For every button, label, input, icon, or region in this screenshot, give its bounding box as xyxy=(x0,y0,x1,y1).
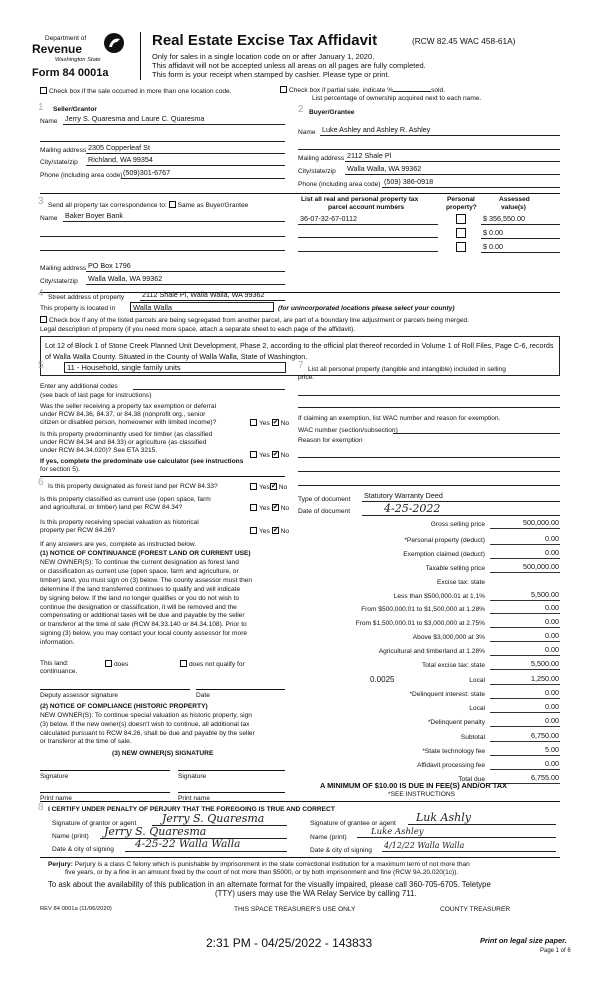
corr-mail-label: Mailing address xyxy=(40,265,87,272)
page-number: Page 1 of 6 xyxy=(540,948,571,954)
q2-no-label: No xyxy=(280,452,290,459)
revision-label: REV 84 0001a (11/06/2020) xyxy=(40,906,112,912)
street-label: Street address of property xyxy=(48,294,125,301)
corr-name-field[interactable]: Baker Boyer Bank xyxy=(63,212,285,222)
compliance-line: calculated pursuant to RCW 84.26, shall be due and payable by the seller xyxy=(40,729,255,737)
forest-no-checkbox[interactable] xyxy=(270,483,277,490)
tax-row-label: Local xyxy=(469,705,485,712)
continuance-line: information. xyxy=(40,639,75,647)
notice-1: Only for sales in a single location code on or after January 1, 2020. xyxy=(152,52,375,61)
tax-row-label: Excise tax: state xyxy=(436,579,485,586)
state-label: Washington State xyxy=(55,57,101,63)
wac-field[interactable] xyxy=(393,426,560,434)
located-label: This property is located in xyxy=(40,305,116,312)
grantor-date-city[interactable]: 4-25-22 Walla Walla xyxy=(125,838,287,852)
buyer-heading: Buyer/Grantee xyxy=(309,109,355,116)
treasurer-use-label: THIS SPACE TREASURER'S USE ONLY xyxy=(234,906,356,913)
dept-label: Department of xyxy=(45,35,87,42)
does-label: does xyxy=(114,661,129,668)
doc-type-field[interactable]: Statutory Warranty Deed xyxy=(362,492,560,502)
multi-location-label: Check box if the sale occurred in more than one location code. xyxy=(49,88,232,95)
buyer-extra-line[interactable] xyxy=(298,141,560,150)
q2-line-4: If yes, complete the predominate use calculator (see instructions xyxy=(40,458,244,465)
section-1-number: 1 xyxy=(38,102,44,113)
additional-codes-label: Enter any additional codes xyxy=(40,383,118,390)
buyer-city-label: City/state/zip xyxy=(298,168,336,175)
notice-2: This affidavit will not be accepted unless all areas on all pages are fully completed. xyxy=(152,61,426,70)
tax-row-value[interactable]: 5.00 xyxy=(490,746,560,756)
cashier-stamp: 2:31 PM - 04/25/2022 - 143833 xyxy=(206,936,373,950)
q1-line-3: citizen or disabled person, homeowner with limited income)? xyxy=(40,419,217,426)
grantee-name[interactable]: Luke Ashley xyxy=(357,827,556,838)
buyer-mail-field[interactable]: 2112 Shale Pl xyxy=(345,152,560,162)
tax-row-label: Exemption claimed (deduct) xyxy=(403,551,485,558)
certify-statement: I CERTIFY UNDER PENALTY OF PERJURY THAT THE FOREGOING IS TRUE AND CORRECT xyxy=(48,806,335,813)
compliance-line: or transferor at the time of sale. xyxy=(40,738,132,746)
q2-yes-checkbox[interactable] xyxy=(250,451,257,458)
doc-date-label: Date of document xyxy=(298,508,351,515)
grantor-name-label: Name (print) xyxy=(52,833,89,840)
grantee-date-label: Date & city of signing xyxy=(310,847,372,854)
owner-sig-label-1: Signature xyxy=(40,773,69,780)
assessed-header: Assessed xyxy=(499,196,530,203)
legal-desc-label: Legal description of property (if you need more space, attach a separate sheet to each page of the affidavit). xyxy=(40,326,356,333)
perjury-bold: Perjury: xyxy=(48,861,73,868)
historic-q-2: property per RCW 84.26? xyxy=(40,527,116,534)
parcel-header: List all real and personal property tax xyxy=(301,196,419,203)
section-3-number: 3 xyxy=(38,196,44,207)
grantee-signature[interactable]: Luk Ashly xyxy=(408,811,556,825)
revenue-logo-text: Revenue xyxy=(32,42,83,56)
corr-name-label: Name xyxy=(40,215,58,222)
tax-row-value[interactable]: 6,755.00 xyxy=(490,774,560,784)
continuance-text xyxy=(40,559,252,648)
tax-row-label: Taxable selling price xyxy=(425,565,485,572)
assessed-value-1[interactable]: $ 356,550.00 xyxy=(481,215,560,225)
multi-location-checkbox[interactable] xyxy=(40,87,47,94)
corr-extra-line-2[interactable] xyxy=(40,242,285,251)
personal-header: Personal xyxy=(447,196,475,203)
continuance-word: continuance. xyxy=(40,668,78,675)
tax-row-label: Above $3,000,000 at 3% xyxy=(412,634,485,641)
compliance-title: (2) NOTICE OF COMPLIANCE (HISTORIC PROPERTY) xyxy=(40,703,208,710)
continuance-line: or transferor at the time of sale (RCW 84.33.140 or 84.34.108). Prior to xyxy=(40,621,247,629)
q1-yes-checkbox[interactable] xyxy=(250,419,257,426)
same-as-buyer-label: Same as Buyer/Grantee xyxy=(177,202,249,209)
tax-row-label: *Delinquent penalty xyxy=(427,719,485,726)
tax-row-value[interactable]: 500,000.00 xyxy=(490,563,560,573)
parcel-number-2[interactable] xyxy=(298,229,438,238)
dor-logo-icon xyxy=(103,32,125,57)
seller-city-label: City/state/zip xyxy=(40,159,78,166)
q2-yes-label: Yes xyxy=(259,452,270,459)
assessed-value-3[interactable]: $ 0.00 xyxy=(481,243,560,253)
q1-line-1: Was the seller receiving a property tax exemption or deferral xyxy=(40,403,217,410)
correspondence-label: Send all property tax correspondence to: xyxy=(48,202,167,209)
legal-paper-note: Print on legal size paper. xyxy=(480,936,567,945)
tax-row-value[interactable]: 0.00 xyxy=(490,535,560,545)
current-use-no-checkbox[interactable] xyxy=(272,504,279,511)
see-instructions: *SEE INSTRUCTIONS xyxy=(388,791,456,798)
tax-row-value[interactable]: 6,750.00 xyxy=(490,732,560,742)
buyer-mail-label: Mailing address xyxy=(298,155,345,162)
forest-yes-checkbox[interactable] xyxy=(250,483,257,490)
personal-checkbox-2[interactable] xyxy=(456,228,466,238)
continuance-line: NEW OWNER(S): To continue the current designation as forest land xyxy=(40,559,239,566)
continuance-title: (1) NOTICE OF CONTINUANCE (FOREST LAND OR CURRENT USE) xyxy=(40,550,251,557)
q2-line-5: for section 5). xyxy=(40,466,80,473)
location-select[interactable]: Walla Walla xyxy=(130,302,274,312)
compliance-line: NEW OWNER(S): To continue special valuation as historic property, sign xyxy=(40,712,252,719)
local-rate: 0.0025 xyxy=(370,675,395,684)
reason-line-2[interactable] xyxy=(298,464,560,472)
q1-no-label: No xyxy=(280,420,290,427)
owner-print-label-1: Print name xyxy=(40,795,72,802)
continuance-line: continue the designation or classification, it will be removed and the xyxy=(40,603,237,611)
parcel-number-3[interactable] xyxy=(298,243,438,252)
new-owner-sig-title: (3) NEW OWNER(S) SIGNATURE xyxy=(112,750,214,757)
personal-header-2: property? xyxy=(446,204,477,211)
tax-row-label: From $1,500,000.01 to $3,000,000 at 2.75% xyxy=(355,620,485,627)
forest-question: Is this property designated as forest land per RCW 84.33? xyxy=(48,483,218,490)
personal-property-label-2: price. xyxy=(298,374,315,381)
buyer-phone-label: Phone (including area code) xyxy=(298,181,381,188)
partial-sale-suffix: sold. xyxy=(431,87,446,94)
tax-row-value[interactable]: 0.00 xyxy=(490,689,560,699)
seller-heading: Seller/Grantor xyxy=(53,106,97,113)
this-land-label: This land: xyxy=(40,660,69,667)
assessed-header-2: value(s) xyxy=(501,204,526,211)
q2-line-1: Is this property predominantly used for timber (as classified xyxy=(40,431,213,438)
form-number: Form 84 0001a xyxy=(32,67,109,79)
located-note: (for unincorporated locations please select your county) xyxy=(278,305,455,312)
q1-no-checkbox[interactable] xyxy=(272,419,279,426)
owner-sig-label-2: Signature xyxy=(178,773,207,780)
segregated-label: Check box if any of the listed parcels are being segregated from another parcel, are part of a boundary line adjustment or parcels being merged. xyxy=(49,317,470,324)
seller-mail-field[interactable]: 2305 Copperleaf St xyxy=(86,144,285,154)
street-field[interactable]: 2112 Shale Pl, Walla Walla, WA 99362 xyxy=(140,291,285,301)
current-use-yes-checkbox[interactable] xyxy=(250,504,257,511)
deputy-assessor-label: Deputy assessor signature xyxy=(40,692,119,699)
seller-mail-label: Mailing address xyxy=(40,147,87,154)
q1-line-2: under RCW 84.36, 84.37, or 84.38 (nonprofit org., senior xyxy=(40,411,206,418)
buyer-phone-field[interactable]: (509) 386-0918 xyxy=(382,178,560,188)
tax-row-value[interactable]: 5,500.00 xyxy=(490,660,560,670)
grantor-signature[interactable]: Jerry S. Quaresma xyxy=(152,812,287,826)
does-not-qualify-checkbox[interactable] xyxy=(180,660,187,667)
seller-phone-field[interactable]: (509)301-6767 xyxy=(121,169,285,179)
buyer-name-field[interactable]: Luke Ashley and Ashley R. Ashley xyxy=(320,126,560,136)
land-use-select[interactable]: 11 - Household, single family units xyxy=(64,362,286,373)
tax-row-value[interactable]: 0.00 xyxy=(490,717,560,727)
minimum-notice: A MINIMUM OF $10.00 IS DUE IN FEE(S) AND/OR TAX xyxy=(320,781,507,790)
continuance-line: determine if the land transferred continues to qualify and will indicate xyxy=(40,585,241,593)
tax-row-label: *Delinquent interest: state xyxy=(409,691,485,698)
personal-property-label: List all personal property (tangible and intangible) included in selling xyxy=(308,366,506,373)
tax-row-value[interactable]: 0.00 xyxy=(490,618,560,628)
partial-percent-field[interactable] xyxy=(393,91,431,92)
tax-row-label: Gross selling price xyxy=(430,521,485,528)
reason-label: Reason for exemption xyxy=(298,437,363,444)
corr-city-label: City/state/zip xyxy=(40,278,78,285)
alt-format-text: To ask about the availability of this publication in an alternate format for the visually impaired, please call 360-705-6705. Teletype xyxy=(48,880,491,889)
doc-type-label: Type of document xyxy=(298,496,351,503)
tax-row-value[interactable]: 0.00 xyxy=(490,760,560,770)
reason-line-1[interactable] xyxy=(298,450,560,458)
tax-row-value[interactable]: 1,250.00 xyxy=(490,675,560,685)
section-5-number: 5 xyxy=(38,360,44,371)
answers-note: If any answers are yes, complete as instructed below. xyxy=(40,541,197,548)
tax-row-value[interactable]: 0.00 xyxy=(490,632,560,642)
seller-city-field[interactable]: Richland, WA 99354 xyxy=(86,156,285,166)
exemption-label: If claiming an exemption, list WAC number and reason for exemption. xyxy=(298,415,501,422)
personal-property-line-2[interactable] xyxy=(298,400,560,408)
partial-sale-checkbox[interactable] xyxy=(280,86,287,93)
section-6-number: 6 xyxy=(38,477,44,488)
section-4-number: 4 xyxy=(38,288,44,299)
seller-extra-line[interactable] xyxy=(40,133,285,142)
tax-row-label: *Personal property (deduct) xyxy=(404,537,485,544)
seller-name-field[interactable]: Jerry S. Quaresma and Laure C. Quaresma xyxy=(63,115,285,125)
historic-no-checkbox[interactable] xyxy=(272,527,279,534)
tax-row-label: Agricultural and timberland at 1.28% xyxy=(378,648,485,655)
tax-row-value[interactable]: 0.00 xyxy=(490,549,560,559)
corr-city-field[interactable]: Walla Walla, WA 99362 xyxy=(86,275,285,285)
reason-line-3[interactable] xyxy=(298,478,560,486)
tax-row-value[interactable]: 500,000.00 xyxy=(490,519,560,529)
grantor-name[interactable]: Jerry S. Quaresma xyxy=(100,825,287,839)
tax-row-label: Subtotal xyxy=(460,734,485,741)
grantor-sig-label: Signature of grantor or agent xyxy=(52,820,137,827)
perjury-text-2: five years, or by a fine in an amount fixed by the court of not more than $5000, or by both imprisonment and fine (RCW 9A.20.020(1c)). xyxy=(65,869,459,876)
current-use-q-1: Is this property classified as current use (open space, farm xyxy=(40,496,211,503)
wac-label: WAC number (section/subsection) xyxy=(298,427,398,434)
tax-row-label: *State technology fee xyxy=(422,748,485,755)
segregated-checkbox[interactable] xyxy=(40,316,47,323)
does-qualify-checkbox[interactable] xyxy=(105,660,112,667)
continuance-line: timber) land, you must sign on (3) below. The county assessor must then xyxy=(40,576,253,584)
section-8-number: 8 xyxy=(38,802,44,813)
form-title: Real Estate Excise Tax Affidavit xyxy=(152,32,378,49)
relay-text: (TTY) users may use the WA Relay Service by calling 711. xyxy=(215,889,417,898)
additional-codes-field[interactable] xyxy=(133,382,285,390)
deputy-date-label: Date xyxy=(196,692,210,699)
tax-row-value[interactable]: 0.00 xyxy=(490,703,560,713)
current-use-no-label: No xyxy=(280,505,290,512)
tax-row-label: From $500,000.01 to $1,500,000 at 1.28% xyxy=(361,606,485,613)
q2-line-3: under RCW 84.34.020)? See ETA 3215. xyxy=(40,447,158,454)
current-use-q-2: and agricultural, or timber) land per RCW 84.34? xyxy=(40,504,183,511)
perjury-text-1: Perjury is a class C felony which is punishable by imprisonment in the state correctional institution for a maximum term of not more than xyxy=(74,861,470,868)
continuance-line: or classification as current use (open space, farm and agriculture, or xyxy=(40,567,239,575)
historic-no-label: No xyxy=(280,528,290,535)
parcel-header-2: parcel account numbers xyxy=(328,204,405,211)
does-not-label: does not qualify for xyxy=(189,661,245,668)
tax-row-value[interactable]: 0.00 xyxy=(490,646,560,656)
personal-checkbox-1[interactable] xyxy=(456,214,466,224)
corr-mail-field[interactable]: PO Box 1796 xyxy=(86,262,285,272)
rcw-citation: (RCW 82.45 WAC 458-61A) xyxy=(412,36,516,46)
continuance-line: compensating or additional taxes will be due and payable by the seller xyxy=(40,612,245,620)
tax-row-label: Total due xyxy=(458,776,485,783)
tax-row-label: Affidavit processing fee xyxy=(416,762,485,769)
section-2-number: 2 xyxy=(298,104,304,115)
parcel-number-1[interactable]: 36-07-32-67-0112 xyxy=(298,215,438,225)
county-treasurer-label: COUNTY TREASURER xyxy=(440,906,511,913)
codes-note: (see back of last page for instructions) xyxy=(40,392,152,399)
same-as-buyer-checkbox[interactable] xyxy=(169,201,176,208)
historic-yes-checkbox[interactable] xyxy=(250,527,257,534)
partial-sale-label: Check box if partial sale, indicate % xyxy=(289,87,394,94)
owner-print-label-2: Print name xyxy=(178,795,210,802)
tax-row-label: Local xyxy=(469,677,485,684)
buyer-city-field[interactable]: Walla Walla, WA 99362 xyxy=(345,165,560,175)
partial-sale-note: List percentage of ownership acquired next to each name. xyxy=(312,95,482,102)
tax-row-label: Total excise tax: state xyxy=(421,662,485,669)
q2-line-2: under RCW 84.34 and 84.33) or agriculture (as classified xyxy=(40,439,207,446)
historic-q-1: Is this property receiving special valuation as historical xyxy=(40,519,199,526)
tax-row-value[interactable]: 5,500.00 xyxy=(490,591,560,601)
continuance-line: by signing below. If the land no longer qualifies or you do not wish to xyxy=(40,594,240,602)
notice-3: This form is your receipt when stamped by cashier. Please type or print. xyxy=(152,70,390,79)
continuance-line: signing (3) below, you may contact your local county assessor for more xyxy=(40,630,248,638)
grantee-name-label: Name (print) xyxy=(310,834,347,841)
personal-checkbox-3[interactable] xyxy=(456,242,466,252)
forest-no-label: No xyxy=(278,484,288,491)
legal-description-field[interactable]: Lot 12 of Block 1 of Stone Creek Planned Unit Development, Phase 2, according to the official plat thereof recorded in Volume 1 of Roll Files, Page C-6, records of Walla Walla County. Situated in the County of Walla Walla, State of Washington. xyxy=(40,336,560,376)
forest-yes-label: Yes xyxy=(259,484,270,491)
buyer-name-label: Name xyxy=(298,129,316,136)
assessed-value-2[interactable]: $ 0.00 xyxy=(481,229,560,239)
q2-no-checkbox[interactable] xyxy=(272,451,279,458)
tax-row-value[interactable]: 0.00 xyxy=(490,604,560,614)
historic-yes-label: Yes xyxy=(259,528,270,535)
tax-row-label: Less than $500,000.01 at 1.1% xyxy=(393,593,485,600)
seller-phone-label: Phone (including area code) xyxy=(40,172,123,179)
corr-extra-line-1[interactable] xyxy=(40,228,285,237)
q1-yes-label: Yes xyxy=(259,420,270,427)
seller-name-label: Name xyxy=(40,118,58,125)
compliance-line: (3) below. If the new owner(s) doesn't wish to continue, all additional tax xyxy=(40,720,250,728)
compliance-text xyxy=(40,712,255,747)
personal-property-line-1[interactable] xyxy=(298,388,560,396)
grantee-sig-label: Signature of grantee or agent xyxy=(310,820,396,827)
section-7-number: 7 xyxy=(298,360,304,371)
current-use-yes-label: Yes xyxy=(259,505,270,512)
grantor-date-label: Date & city of signing xyxy=(52,846,114,853)
doc-date-field[interactable]: 4-25-2022 xyxy=(362,502,560,516)
grantee-date-city[interactable]: 4/12/22 Walla Walla xyxy=(382,841,556,852)
